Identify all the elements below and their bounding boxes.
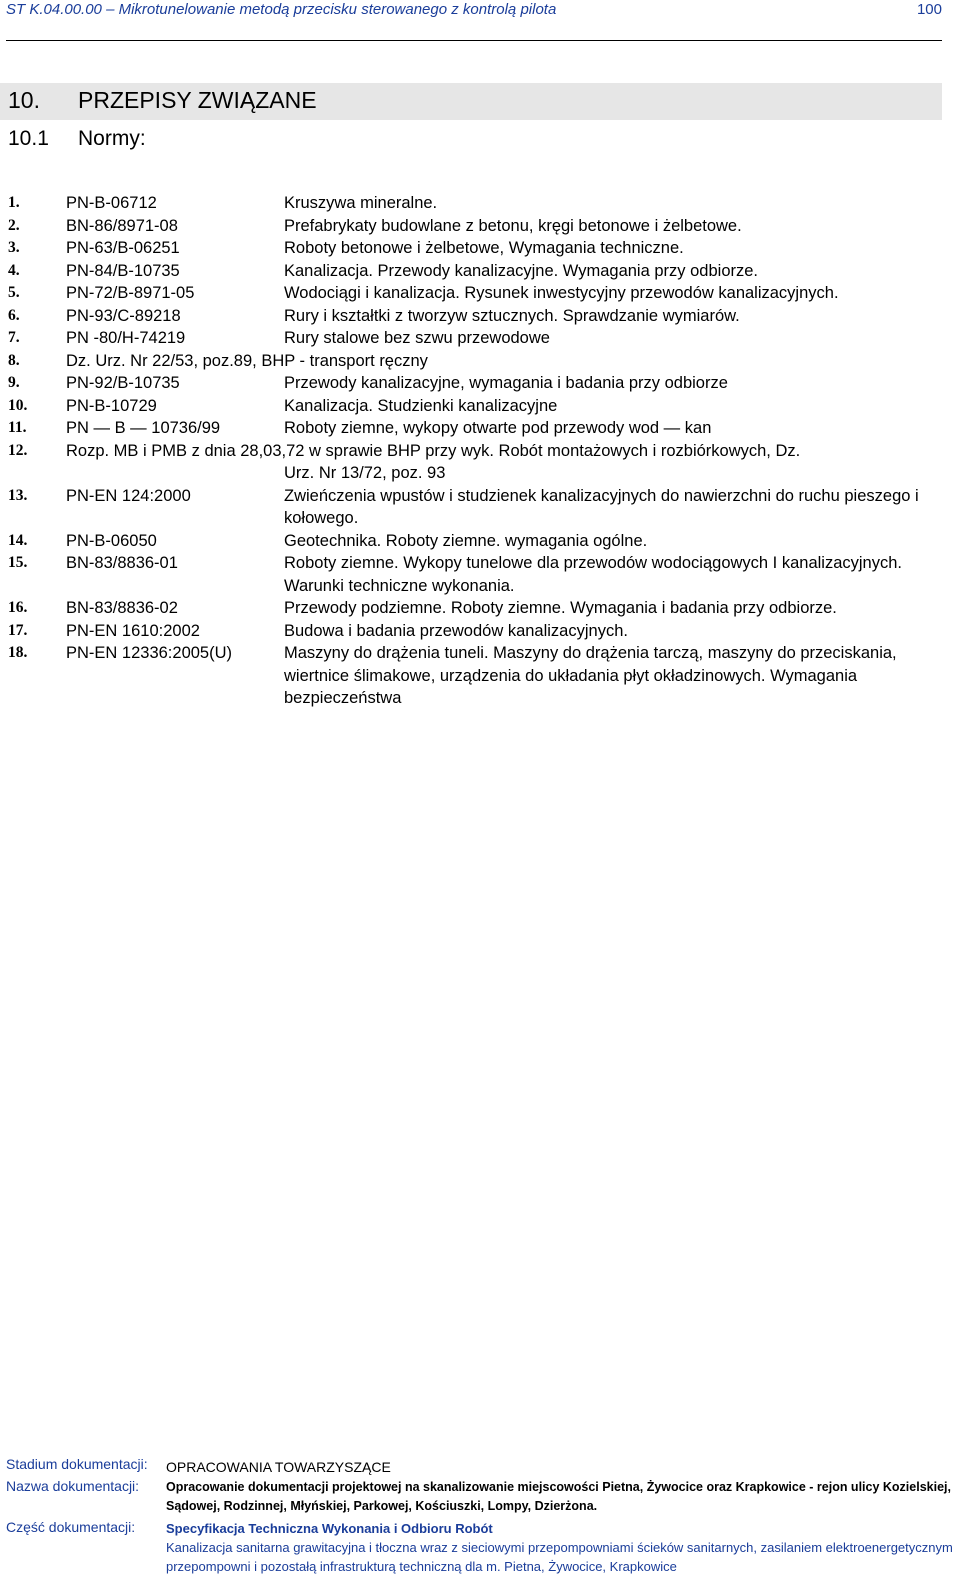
norm-code: BN-86/8971-08 [66, 216, 178, 235]
footer-part-row [6, 1519, 956, 1576]
norm-item [8, 530, 948, 553]
norm-index: 2. [8, 216, 20, 234]
page-header [6, 0, 942, 41]
norm-item [8, 327, 948, 350]
norm-index: 9. [8, 374, 20, 391]
norm-item [8, 305, 948, 328]
norm-code: PN-B-06712 [66, 194, 157, 212]
norm-description: Kruszywa mineralne. [284, 194, 438, 212]
section-heading [8, 86, 317, 114]
footer-part-label: Część dokumentacji : [6, 1519, 135, 1535]
norm-index: 14. [8, 531, 28, 549]
norm-description: Przewody kanalizacyjne, wymagania i badania przy odbiorze [284, 374, 728, 392]
footer-name-value: Opracowanie dokumentacji projektowej na skanalizowanie miejscowości Pietna, Żywocice oraz Krapkowice - rejon ulicy Kozielskiej, Sądowej, Rodzinnej, Młyńskiej, Parkowej, Kościuszki, Lompy, Dzierżona. [166, 1480, 951, 1513]
norm-description: Maszyny do drążenia tuneli. Maszyny do drążenia tarczą, maszyny do przeciskania, wiertnice ślimakowe, urządzenia do układania płyt okładzinowych. Wymagania bezpieczeństwa [284, 644, 897, 707]
norm-description: Kanalizacja. Przewody kanalizacyjne. Wymagania przy odbiorze. [284, 261, 758, 280]
norm-item [8, 350, 948, 373]
norm-index: 18. [8, 644, 28, 661]
norm-index: 10. [8, 396, 28, 414]
section-title: PRZEPISY ZWIĄZANE [78, 87, 317, 113]
norm-index: 3. [8, 239, 20, 256]
footer-stage-row [6, 1456, 956, 1478]
norm-index: 16. [8, 599, 28, 616]
page-number: 100 [916, 1, 942, 18]
norm-description: Wodociągi i kanalizacja. Rysunek inwestycyjny przewodów kanalizacyjnych. [284, 284, 839, 302]
norm-index: 4. [8, 261, 20, 279]
norm-item [8, 215, 948, 238]
footer-name-label: Nazwa dokumentacji : [6, 1478, 139, 1494]
norm-description: Rozp. MB i PMB z dnia 28,03,72 w sprawie BHP przy wyk. Robót montażowych i rozbiórkowych, Dz. [66, 441, 801, 460]
norm-code: PN-EN 1610:2002 [66, 621, 200, 640]
norm-description: Kanalizacja. Studzienki kanalizacyjne [284, 396, 558, 415]
norm-code: BN-83/8836-01 [66, 554, 178, 572]
norm-item [8, 620, 948, 643]
norm-code: PN-EN 124:2000 [66, 486, 191, 505]
norm-index: 15. [8, 554, 28, 571]
subsection-title: Normy: [78, 127, 146, 150]
norm-index: 7. [8, 329, 20, 346]
norms-list [8, 192, 948, 710]
norm-description: Zwieńczenia wpustów i studzienek kanalizacyjnych do nawierzchni do ruchu pieszego i kołowego. [284, 486, 919, 527]
footer-stage-label: Stadium dokumentacji : [6, 1456, 148, 1472]
norm-item [8, 597, 948, 620]
norm-item [8, 237, 948, 260]
footer-part-value-lead: Specyfikacja Techniczna Wykonania i Odbioru Robót [166, 1521, 493, 1536]
norm-description: Rury stalowe bez szwu przewodowe [284, 329, 550, 347]
norm-item [8, 395, 948, 418]
section-number: 10. [8, 87, 40, 113]
norm-code: PN-84/B-10735 [66, 261, 180, 280]
footer-stage-value: OPRACOWANIA TOWARZYSZĄCE [166, 1459, 391, 1475]
norm-item [8, 485, 948, 530]
norm-description: Roboty ziemne, wykopy otwarte pod przewody wod — kan [284, 419, 712, 437]
norm-code: PN-93/C-89218 [66, 306, 181, 325]
norm-item [8, 417, 948, 440]
norm-item [8, 552, 948, 597]
norm-description: Dz. Urz. Nr 22/53, poz.89, BHP - transport ręczny [66, 351, 428, 370]
norm-code: PN-72/B-8971-05 [66, 284, 195, 302]
norm-index: 12. [8, 441, 28, 459]
norm-code: PN-B-10729 [66, 396, 157, 415]
subsection-number: 10.1 [8, 127, 49, 150]
norm-description: Rury i kształtki z tworzyw sztucznych. Sprawdzanie wymiarów. [284, 306, 740, 325]
norm-item [8, 440, 948, 485]
norm-index: 6. [8, 306, 20, 324]
norm-index: 17. [8, 621, 28, 639]
norm-description: Geotechnika. Roboty ziemne. wymagania ogólne. [284, 531, 648, 550]
norm-code: BN-83/8836-02 [66, 599, 178, 617]
norm-description-continued: Urz. Nr 13/72, poz. 93 [284, 464, 446, 482]
norm-item [8, 192, 948, 215]
norm-code: PN -80/H-74219 [66, 329, 186, 347]
norm-index: 8. [8, 351, 20, 369]
norm-code: PN-63/B-06251 [66, 239, 180, 257]
footer-part-value [166, 1519, 956, 1576]
norm-code: PN-EN 12336:2005(U) [66, 644, 232, 662]
norm-code: PN — B — 10736/99 [66, 419, 221, 437]
header-title: ST K.04.00.00 – Mikrotunelowanie metodą przecisku sterowanego z kontrolą pilota [6, 1, 557, 18]
norm-code: PN-B-06050 [66, 531, 157, 550]
norm-index: 1. [8, 194, 20, 211]
footer-part-value-rest: Kanalizacja sanitarna grawitacyjna i tłoczna wraz z sieciowymi przepompowniami ścieków sanitarnych, zasilaniem elektroenergetycznym przepompowni i pozostałą infrastrukturą techniczną dla m. Pietna, Żywocice, Krapkowice [166, 1540, 953, 1574]
norm-code: PN-92/B-10735 [66, 374, 180, 392]
norm-item [8, 642, 948, 710]
norm-description: Budowa i badania przewodów kanalizacyjnych. [284, 621, 628, 640]
norm-item [8, 260, 948, 283]
page-footer [6, 1456, 956, 1576]
subsection-heading [8, 126, 146, 152]
norm-item [8, 372, 948, 395]
norm-description: Prefabrykaty budowlane z betonu, kręgi betonowe i żelbetowe. [284, 216, 742, 235]
norm-index: 13. [8, 486, 28, 504]
norm-description: Roboty betonowe i żelbetowe, Wymagania techniczne. [284, 239, 684, 257]
norm-index: 11. [8, 419, 27, 436]
norm-description: Przewody podziemne. Roboty ziemne. Wymagania i badania przy odbiorze. [284, 599, 837, 617]
norm-index: 5. [8, 284, 20, 301]
footer-name-row [6, 1478, 956, 1516]
norm-item [8, 282, 948, 305]
norm-description: Roboty ziemne. Wykopy tunelowe dla przewodów wodociągowych I kanalizacyjnych. Warunki techniczne wykonania. [284, 554, 902, 595]
